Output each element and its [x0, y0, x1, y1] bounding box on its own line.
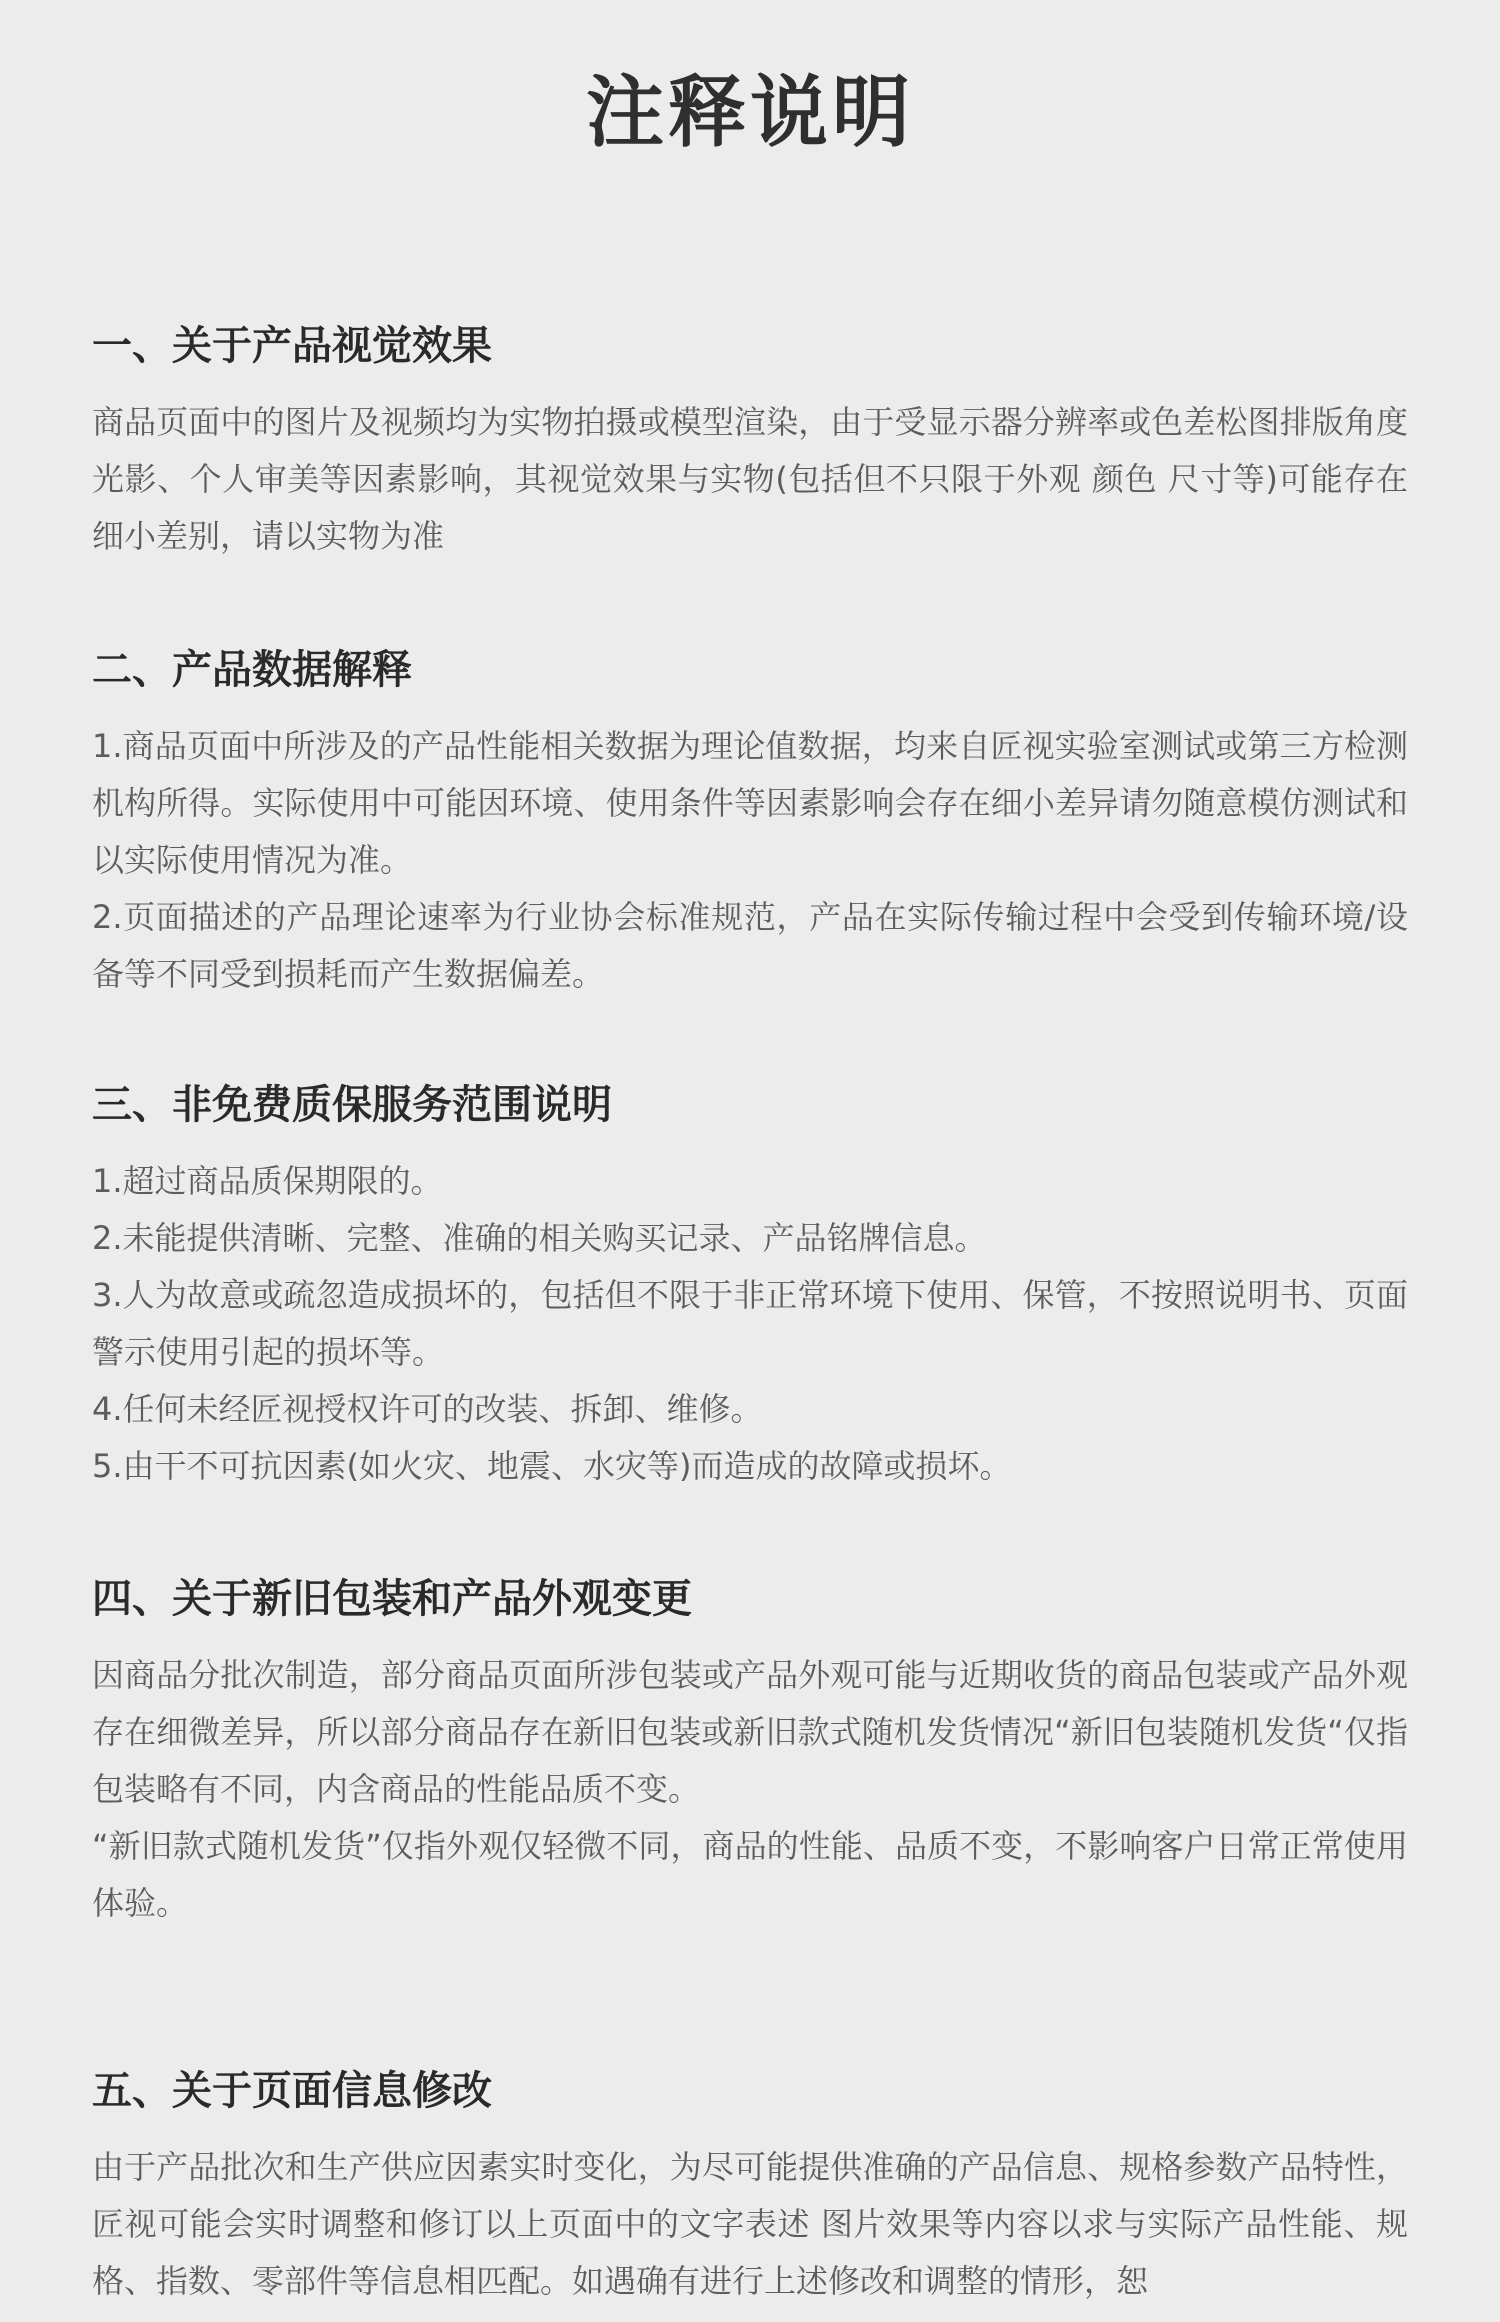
section-heading: 三、非免费质保服务范围说明: [92, 1082, 612, 1128]
section-body: [92, 1647, 1408, 1932]
section-paragraph: 4.任何未经匠视授权许可的改装、拆卸、维修。: [92, 1390, 763, 1428]
section-heading: 四、关于新旧包装和产品外观变更: [92, 1576, 692, 1622]
section-body: [92, 394, 1408, 565]
section-paragraph: 商品页面中的图片及视频均为实物拍摄或模型渲染，由于受显示器分辨率或色差松图排版角度光影、个人审美等因素影响，其视觉效果与实物(包括但不只限于外观 颜色 尺寸等)可能存在细小差别，请以实物为准: [92, 403, 1408, 555]
section-paragraph: 1.超过商品质保期限的。: [92, 1162, 443, 1200]
section-heading: 一、关于产品视觉效果: [92, 323, 492, 369]
section-packaging-change: [92, 1571, 1408, 1932]
section-heading: 五、关于页面信息修改: [92, 2068, 492, 2114]
section-warranty-scope: [92, 1077, 1408, 1495]
section-paragraph: 1.商品页面中所涉及的产品性能相关数据为理论值数据，均来自匠视实验室测试或第三方检测机构所得。实际使用中可能因环境、使用条件等因素影响会存在细小差异请勿随意模仿测试和以实际使用情况为准。: [92, 727, 1408, 879]
page-title: 注释说明: [585, 68, 914, 158]
section-paragraph: “新旧款式随机发货”仅指外观仅轻微不同，商品的性能、品质不变，不影响客户日常正常使用体验。: [92, 1827, 1408, 1922]
section-paragraph: 因商品分批次制造，部分商品页面所涉包装或产品外观可能与近期收货的商品包装或产品外观存在细微差异，所以部分商品存在新旧包装或新旧款式随机发货情况“新旧包装随机发货“仅指包装略有不同，内含商品的性能品质不变。: [92, 1656, 1408, 1808]
section-heading: 二、产品数据解释: [92, 647, 412, 693]
section-page-info-update: [92, 2063, 1408, 2310]
section-paragraph: 2.页面描述的产品理论速率为行业协会标准规范，产品在实际传输过程中会受到传输环境/设备等不同受到损耗而产生数据偏差。: [92, 898, 1408, 993]
section-body: [92, 2139, 1408, 2310]
section-paragraph: 3.人为故意或疏忽造成损坏的，包括但不限于非正常环境下使用、保管，不按照说明书、页面警示使用引起的损坏等。: [92, 1276, 1408, 1371]
section-body: [92, 718, 1408, 1003]
section-body: [92, 1153, 1408, 1495]
section-paragraph: 由于产品批次和生产供应因素实时变化，为尽可能提供准确的产品信息、规格参数产品特性，匠视可能会实时调整和修订以上页面中的文字表述 图片效果等内容以求与实际产品性能、规格、指数、零部件等信息相匹配。如遇确有进行上述修改和调整的情形，恕: [92, 2148, 1408, 2300]
section-visual-effect: [92, 318, 1408, 565]
section-paragraph: 2.未能提供清晰、完整、准确的相关购买记录、产品铭牌信息。: [92, 1219, 987, 1257]
section-paragraph: 5.由干不可抗因素(如火灾、地震、水灾等)而造成的故障或损坏。: [92, 1447, 1012, 1485]
section-product-data: [92, 642, 1408, 1003]
